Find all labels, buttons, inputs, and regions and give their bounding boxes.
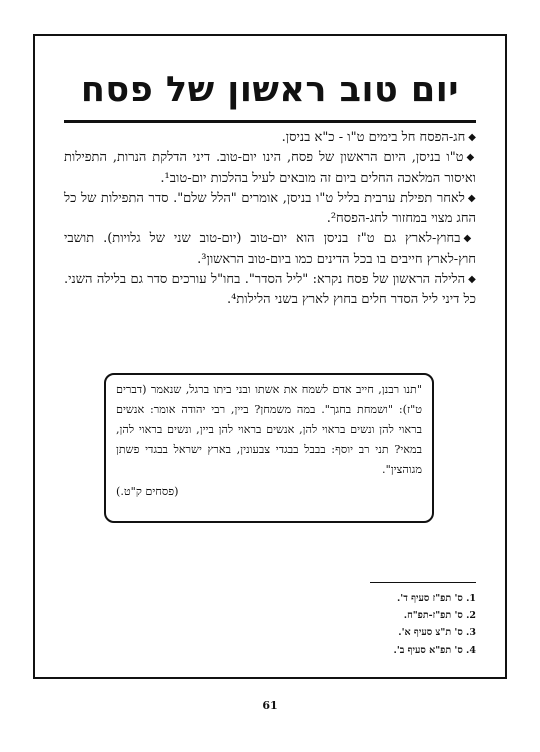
quote-source: (פסחים ק"ט.)	[116, 485, 179, 498]
footnote: 3. ס' ת"צ סעיף א'.	[398, 627, 476, 639]
paragraph-text: בחוץ-לארץ גם ט"ז בניסן הוא יום-טוב (יום-טוב שני של גלויות). תושבי חוץ-לארץ חייבים בו בכל הדינים כמו ביום-טוב הראשון³.	[64, 231, 476, 267]
paragraph-text: לאחר תפילת ערבית בליל ט"ו בניסן, אומרים "הלל שלם". סדר התפילות של כל החג מצוי במחזור לחג-הפסח².	[64, 190, 476, 227]
paragraph-text: חג-הפסח חל בימים ט"ו - כ"א בניסן.	[281, 130, 466, 145]
paragraph	[64, 270, 476, 311]
diamond-bullet-icon: ◆	[466, 152, 476, 164]
page-number: 61	[262, 699, 278, 712]
quote-box	[104, 373, 434, 523]
diamond-bullet-icon: ◆	[463, 233, 476, 245]
diamond-bullet-icon: ◆	[467, 192, 476, 204]
footnote-divider	[370, 582, 476, 583]
paragraph	[64, 148, 476, 189]
footnote: 1. ס' תפ"ז סעיף ד'.	[396, 593, 476, 604]
paragraph	[64, 229, 476, 270]
diamond-bullet-icon: ◆	[468, 132, 476, 143]
paragraph-text: הלילה הראשון של פסח נקרא: "ליל הסדר". בחו"ל עורכים סדר גם בלילה השני. כל דיני ליל הסדר חלים בחוץ לארץ בשני הלילות⁴.	[64, 272, 476, 308]
main-text	[64, 128, 476, 311]
paragraph-text: ט"ו בניסן, היום הראשון של פסח, הינו יום-טוב. דיני הדלקת הנרות, התפילות ואיסור המלאכה החלים ביום זה מובאים לעיל בהלכות יום-טוב¹.	[64, 150, 476, 186]
paragraph	[64, 128, 476, 148]
paragraph	[64, 189, 476, 230]
page-title: יום טוב ראשון של פסח	[80, 70, 460, 110]
footnote: 2. ס' תפ"ז-תפ"ח.	[403, 610, 476, 622]
diamond-bullet-icon: ◆	[468, 274, 476, 286]
footnote: 4. ס' תפ"א סעיף ב'.	[393, 644, 476, 656]
footnotes	[330, 590, 476, 659]
title-underline	[64, 120, 476, 123]
quote-text: "תנו רבנן, חייב אדם לשמח את אשתו ובני ביתו ברגל, שנאמר (דברים ט"ז): "ושמחת בחגך". במה משמחן? ביין, רבי יהודה אומר: אנשים בראוי להן ונשים בראוי להן, אנשים בראוי להן ביין, ונשים בראוי להן, במאי? תני רב יוסף: בבבל בבגדי צבעונין, בארץ ישראל בבגדי פשתן מגוהצין".	[116, 383, 422, 476]
